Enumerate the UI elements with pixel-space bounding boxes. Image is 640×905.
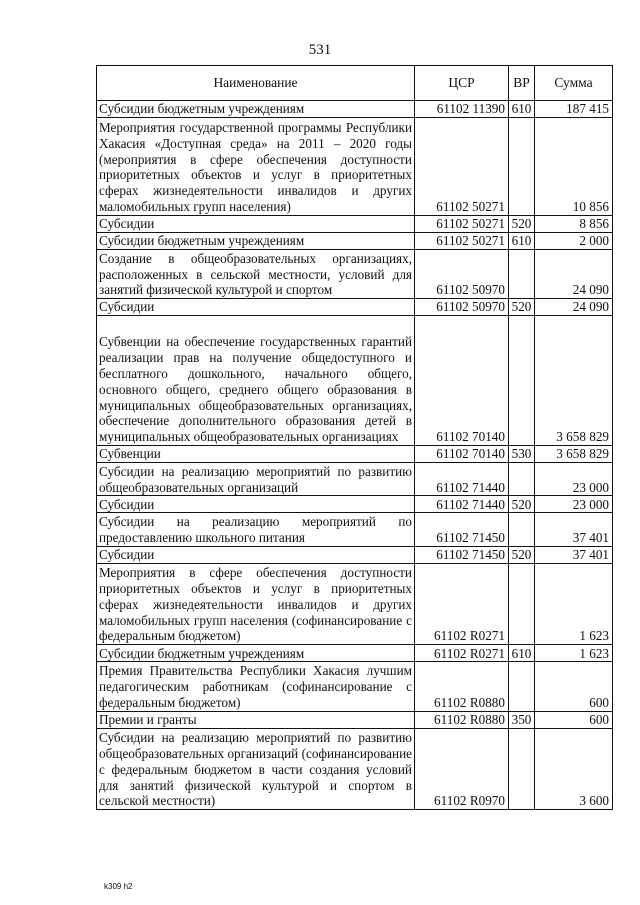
cell-vr: 610 bbox=[509, 232, 535, 249]
cell-csr: 61102 70140 bbox=[415, 446, 509, 463]
table-row bbox=[97, 546, 613, 563]
cell-name: Мероприятия в сфере обеспечения доступности приоритетных объектов и услуг в приоритетных сферах жизнедеятельности инвалидов и других маломобильных групп населения (софинансирование с федеральным бюджетом) bbox=[97, 563, 415, 645]
cell-name: Субсидии bbox=[97, 215, 415, 232]
cell-name: Создание в общеобразовательных организациях, расположенных в сельской местности, условий для занятий физической культурой и спортом bbox=[97, 249, 415, 298]
cell-vr bbox=[509, 662, 535, 711]
table-row bbox=[97, 101, 613, 118]
cell-vr: 520 bbox=[509, 215, 535, 232]
cell-csr: 61102 71440 bbox=[415, 496, 509, 513]
cell-vr bbox=[509, 249, 535, 298]
cell-sum: 37 401 bbox=[535, 546, 613, 563]
cell-vr bbox=[509, 463, 535, 496]
cell-sum: 3 658 829 bbox=[535, 446, 613, 463]
table-row bbox=[97, 118, 613, 216]
cell-sum: 187 415 bbox=[535, 101, 613, 118]
cell-vr bbox=[509, 728, 535, 810]
cell-name: Мероприятия государственной программы Республики Хакасия «Доступная среда» на 2011 – 2020 годы (мероприятия в сфере обеспечения доступности приоритетных объектов и услуг в приоритетных сферах жизнедеятельности инвалидов и других маломобильных групп населения) bbox=[97, 118, 415, 216]
table-row bbox=[97, 563, 613, 645]
cell-sum: 3 658 829 bbox=[535, 316, 613, 446]
cell-name: Субсидии bbox=[97, 546, 415, 563]
cell-csr: 61102 50271 bbox=[415, 232, 509, 249]
cell-csr: 61102 R0271 bbox=[415, 563, 509, 645]
cell-csr: 61102 50271 bbox=[415, 215, 509, 232]
header-sum: Сумма bbox=[535, 66, 613, 101]
table-row bbox=[97, 496, 613, 513]
cell-vr: 350 bbox=[509, 711, 535, 728]
header-csr: ЦСР bbox=[415, 66, 509, 101]
table-row bbox=[97, 446, 613, 463]
cell-sum: 2 000 bbox=[535, 232, 613, 249]
cell-csr: 61102 71450 bbox=[415, 513, 509, 546]
cell-csr: 61102 50271 bbox=[415, 118, 509, 216]
page-number: 531 bbox=[308, 42, 332, 58]
cell-csr: 61102 11390 bbox=[415, 101, 509, 118]
table-row bbox=[97, 662, 613, 711]
cell-sum: 1 623 bbox=[535, 563, 613, 645]
cell-vr: 610 bbox=[509, 101, 535, 118]
footer-code: k309 h2 bbox=[104, 882, 133, 891]
cell-vr: 520 bbox=[509, 299, 535, 316]
cell-sum: 8 856 bbox=[535, 215, 613, 232]
cell-csr: 61102 R0970 bbox=[415, 728, 509, 810]
cell-name: Субвенции на обеспечение государственных гарантий реализации прав на получение общедоступного и бесплатного дошкольного, начального общего, основного общего, среднего общего образования в муниципальных общеобразовательных организациях, обеспечение дополнительного образования детей в муниципальных общеобразовательных организациях bbox=[97, 316, 415, 446]
cell-sum: 23 000 bbox=[535, 496, 613, 513]
cell-sum: 600 bbox=[535, 662, 613, 711]
cell-name: Субсидии на реализацию мероприятий по развитию общеобразовательных организаций bbox=[97, 463, 415, 496]
table-row bbox=[97, 711, 613, 728]
table-row bbox=[97, 299, 613, 316]
table-row bbox=[97, 645, 613, 662]
cell-csr: 61102 50970 bbox=[415, 299, 509, 316]
cell-vr: 610 bbox=[509, 645, 535, 662]
table-row bbox=[97, 513, 613, 546]
table-row bbox=[97, 232, 613, 249]
cell-sum: 24 090 bbox=[535, 299, 613, 316]
cell-vr bbox=[509, 118, 535, 216]
cell-vr bbox=[509, 563, 535, 645]
table-row bbox=[97, 316, 613, 446]
cell-sum: 37 401 bbox=[535, 513, 613, 546]
cell-name: Субсидии на реализацию мероприятий по развитию общеобразовательных организаций (софинансирование с федеральным бюджетом в части создания условий для занятий физической культурой и спортом в сельской местности) bbox=[97, 728, 415, 810]
header-vr: ВР bbox=[509, 66, 535, 101]
cell-vr: 520 bbox=[509, 546, 535, 563]
cell-sum: 24 090 bbox=[535, 249, 613, 298]
cell-csr: 61102 70140 bbox=[415, 316, 509, 446]
cell-csr: 61102 50970 bbox=[415, 249, 509, 298]
cell-name: Субсидии бюджетным учреждениям bbox=[97, 232, 415, 249]
table-row bbox=[97, 728, 613, 810]
cell-sum: 1 623 bbox=[535, 645, 613, 662]
cell-csr: 61102 71440 bbox=[415, 463, 509, 496]
table-row bbox=[97, 215, 613, 232]
cell-name: Премии и гранты bbox=[97, 711, 415, 728]
cell-name: Премия Правительства Республики Хакасия лучшим педагогическим работникам (софинансирование с федеральным бюджетом) bbox=[97, 662, 415, 711]
table-header-row bbox=[97, 66, 613, 101]
cell-name: Субсидии бюджетным учреждениям bbox=[97, 645, 415, 662]
cell-csr: 61102 R0880 bbox=[415, 711, 509, 728]
cell-vr bbox=[509, 316, 535, 446]
cell-vr: 530 bbox=[509, 446, 535, 463]
cell-csr: 61102 71450 bbox=[415, 546, 509, 563]
cell-csr: 61102 R0271 bbox=[415, 645, 509, 662]
table-row bbox=[97, 463, 613, 496]
cell-name: Субсидии бюджетным учреждениям bbox=[97, 101, 415, 118]
cell-name: Субсидии bbox=[97, 299, 415, 316]
cell-sum: 3 600 bbox=[535, 728, 613, 810]
cell-csr: 61102 R0880 bbox=[415, 662, 509, 711]
cell-vr bbox=[509, 513, 535, 546]
cell-sum: 23 000 bbox=[535, 463, 613, 496]
cell-name: Субвенции bbox=[97, 446, 415, 463]
cell-name: Субсидии bbox=[97, 496, 415, 513]
cell-sum: 600 bbox=[535, 711, 613, 728]
cell-name: Субсидии на реализацию мероприятий по предоставлению школьного питания bbox=[97, 513, 415, 546]
header-name: Наименование bbox=[97, 66, 415, 101]
budget-table bbox=[96, 65, 613, 810]
table-row bbox=[97, 249, 613, 298]
cell-vr: 520 bbox=[509, 496, 535, 513]
cell-sum: 10 856 bbox=[535, 118, 613, 216]
